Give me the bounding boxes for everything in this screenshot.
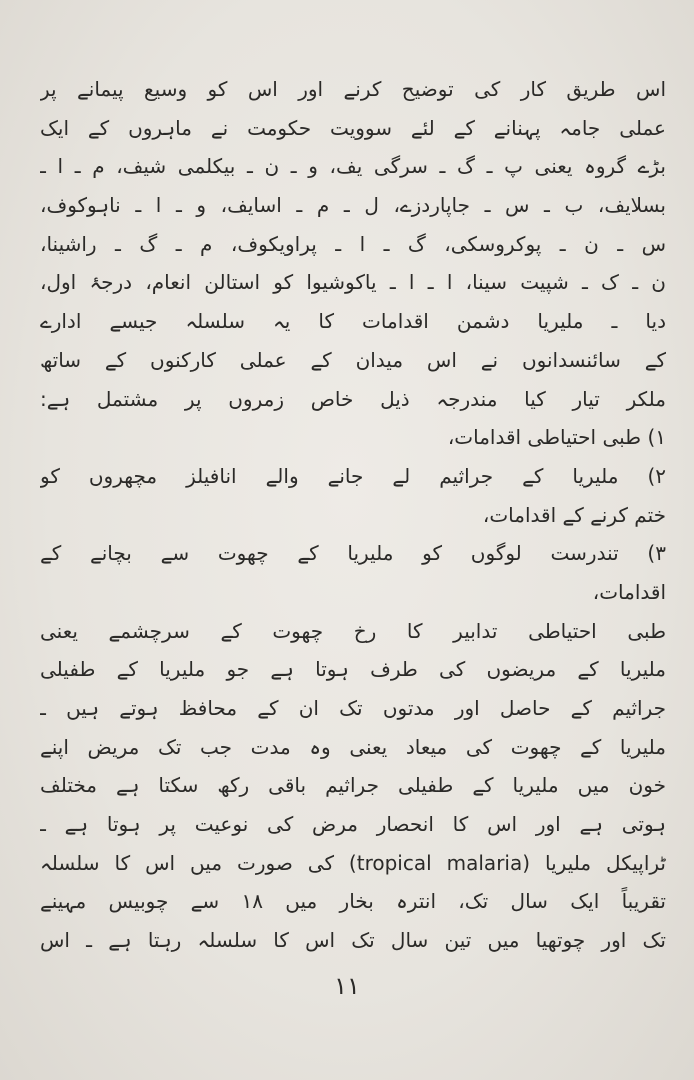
text-line: ٹراپیکل ملیریا (tropical malaria) کی صورت میں اس کا سلسلہ: [40, 850, 666, 875]
text-line: خون میں ملیریا کے طفیلی جراثیم باقی رکھ سکتا ہے مختلف: [40, 773, 666, 798]
text-line: ملیریا کے مریضوں کی طرف ہوتا ہے جو ملیریا کے طفیلی: [40, 657, 666, 682]
text-line: س ـ ن ـ پوکروسکی، گ ـ ا ـ پراویکوف، م ـ گ ـ راشینا،: [40, 231, 666, 256]
text-line: عملی جامہ پہنانے کے لئے سوویت حکومت نے ماہروں کے ایک: [40, 115, 666, 140]
text-line: ن ـ ک ـ شپیت سینا، ا ـ ا ـ یاکوشیوا کو استالن انعام، درجۂ اول،: [40, 270, 666, 295]
list-item-1: ۱) طبی احتیاطی اقدامات،: [447, 425, 666, 450]
page-body-text: [40, 70, 666, 960]
text-line: ہوتی ہے اور اس کا انحصار مرض کی نوعیت پر ہوتا ہے ـ: [40, 812, 666, 837]
list-item-3: ۳) تندرست لوگوں کو ملیریا کے چھوت سے بچانے کے: [40, 541, 666, 566]
text-line: اس طریق کار کی توضیح کرنے اور اس کو وسیع پیمانے پر: [40, 77, 666, 101]
text-line: تقریباً ایک سال تک، انترہ بخار میں ۱۸ سے چوبیس مہینے: [40, 889, 666, 914]
paragraph-start: طبی احتیاطی تدابیر کا رخ چھوت کے سرچشمے یعنی: [40, 618, 666, 643]
page-number: ۱۱: [334, 972, 360, 1000]
text-line: جراثیم کے حاصل اور مدتوں تک ان کے محافظ ہوتے ہیں ـ: [40, 696, 666, 720]
text-line: دیا ـ ملیریا دشمن اقدامات کا یہ سلسلہ جیسے ادارے: [40, 309, 666, 334]
text-line: بڑے گروہ یعنی پ ـ گ ـ سرگی یف، و ـ ن ـ بیکلمی شیف، م ـ ا ـ: [40, 154, 666, 179]
text-line: بسلایف، ب ـ س ـ جاپاردزے، ل ـ م ـ اسایف، و ـ ا ـ ناہوکوف،: [40, 193, 666, 218]
text-line: کے سائنسدانوں نے اس میدان کے عملی کارکنوں کے ساتھ: [40, 347, 666, 372]
text-line: ختم کرنے کے اقدامات،: [482, 502, 666, 527]
text-line: تک اور چوتھیا میں تین سال تک اس کا سلسلہ رہتا ہے ـ اس: [40, 928, 666, 953]
text-line: اقدامات،: [592, 579, 666, 604]
text-line: ملکر تیار کیا مندرجہ ذیل خاص زمروں پر مشتمل ہے:: [40, 386, 666, 411]
text-line: ملیریا کے چھوت کی میعاد یعنی وہ مدت جب تک مریض اپنے: [40, 734, 666, 759]
list-item-2: ۲) ملیریا کے جراثیم لے جانے والے انافیلز مچھروں کو: [40, 463, 666, 488]
